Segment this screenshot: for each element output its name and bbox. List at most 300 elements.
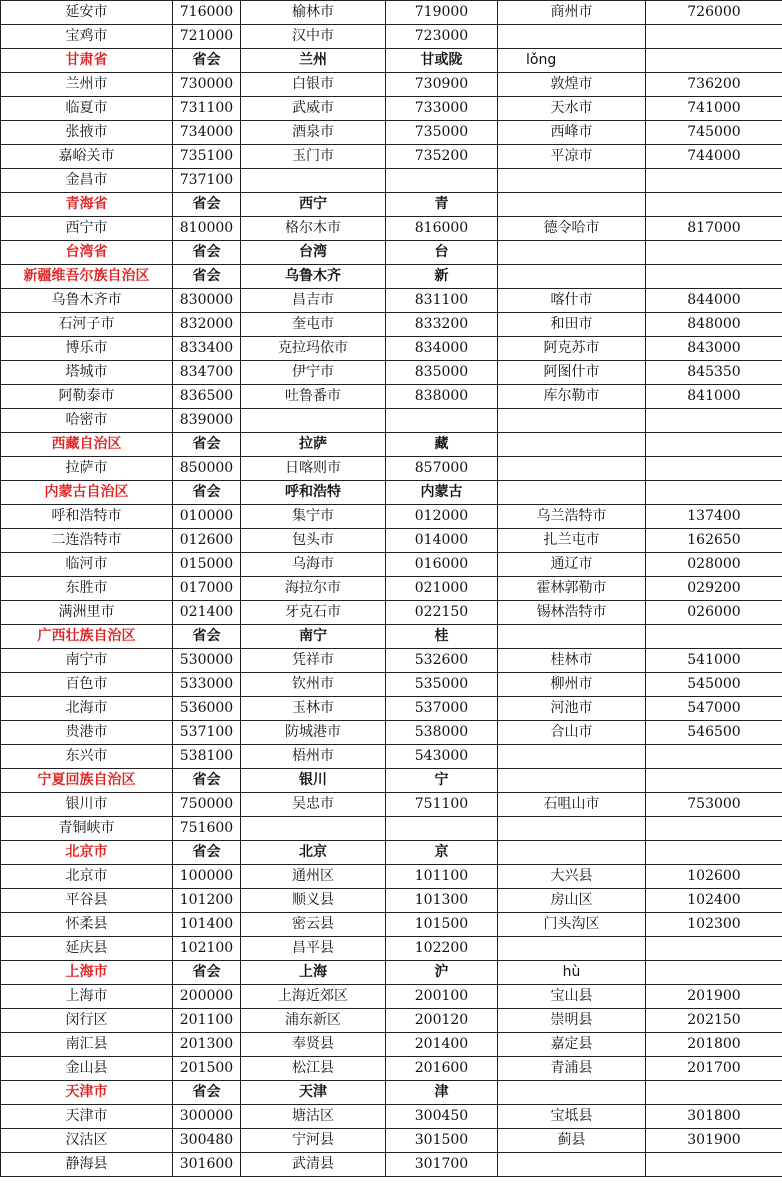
postal-code-cell: 547000 bbox=[646, 697, 782, 721]
table-row bbox=[1, 121, 782, 145]
table-row bbox=[1, 697, 782, 721]
postal-code-cell: 723000 bbox=[386, 25, 498, 49]
table-row bbox=[1, 73, 782, 97]
city-name-cell: 乌兰浩特市 bbox=[498, 505, 646, 529]
province-header-row bbox=[1, 841, 782, 865]
capital-label: 省会 bbox=[173, 961, 241, 985]
city-name-cell: 延庆县 bbox=[1, 937, 173, 961]
postal-code-cell: 834000 bbox=[386, 337, 498, 361]
postal-code-cell: 810000 bbox=[173, 217, 241, 241]
abbreviation-pinyin bbox=[498, 841, 646, 865]
postal-code-cell: 102400 bbox=[646, 889, 782, 913]
city-name-cell: 海拉尔市 bbox=[241, 577, 386, 601]
city-name-cell bbox=[498, 457, 646, 481]
postal-code-cell: 836500 bbox=[173, 385, 241, 409]
city-name-cell: 汉中市 bbox=[241, 25, 386, 49]
postal-code-cell: 844000 bbox=[646, 289, 782, 313]
table-row bbox=[1, 577, 782, 601]
table-row bbox=[1, 745, 782, 769]
abbreviation-pinyin: lǒng bbox=[498, 49, 646, 73]
table-row bbox=[1, 25, 782, 49]
city-name-cell: 柳州市 bbox=[498, 673, 646, 697]
city-name-cell bbox=[498, 817, 646, 841]
abbreviation-pinyin bbox=[498, 769, 646, 793]
postal-code-cell: 100000 bbox=[173, 865, 241, 889]
city-name-cell bbox=[241, 817, 386, 841]
province-abbreviation: 桂 bbox=[386, 625, 498, 649]
city-name-cell: 克拉玛依市 bbox=[241, 337, 386, 361]
postal-code-cell: 543000 bbox=[386, 745, 498, 769]
postal-code-cell: 300450 bbox=[386, 1105, 498, 1129]
city-name-cell: 吐鲁番市 bbox=[241, 385, 386, 409]
postal-code-cell: 102600 bbox=[646, 865, 782, 889]
city-name-cell bbox=[498, 1153, 646, 1177]
city-name-cell bbox=[241, 409, 386, 433]
province-abbreviation: 青 bbox=[386, 193, 498, 217]
table-row bbox=[1, 457, 782, 481]
table-row bbox=[1, 1105, 782, 1129]
empty-cell bbox=[646, 193, 782, 217]
city-name-cell: 阿勒泰市 bbox=[1, 385, 173, 409]
table-row bbox=[1, 1057, 782, 1081]
province-abbreviation: 宁 bbox=[386, 769, 498, 793]
city-name-cell: 临河市 bbox=[1, 553, 173, 577]
postal-code-cell: 101100 bbox=[386, 865, 498, 889]
province-name: 上海市 bbox=[1, 961, 173, 985]
table-row bbox=[1, 721, 782, 745]
province-name: 甘肃省 bbox=[1, 49, 173, 73]
city-name-cell: 玉林市 bbox=[241, 697, 386, 721]
abbreviation-pinyin bbox=[498, 481, 646, 505]
city-name-cell: 崇明县 bbox=[498, 1009, 646, 1033]
postal-code-cell: 200100 bbox=[386, 985, 498, 1009]
city-name-cell: 德令哈市 bbox=[498, 217, 646, 241]
postal-code-cell: 010000 bbox=[173, 505, 241, 529]
postal-code-cell: 200000 bbox=[173, 985, 241, 1009]
city-name-cell: 金昌市 bbox=[1, 169, 173, 193]
city-name-cell: 榆林市 bbox=[241, 1, 386, 25]
postal-code-cell bbox=[386, 409, 498, 433]
postal-code-cell: 021400 bbox=[173, 601, 241, 625]
city-name-cell: 南汇县 bbox=[1, 1033, 173, 1057]
province-abbreviation: 京 bbox=[386, 841, 498, 865]
empty-cell bbox=[646, 961, 782, 985]
city-name-cell: 吴忠市 bbox=[241, 793, 386, 817]
capital-label: 省会 bbox=[173, 481, 241, 505]
capital-name: 银川 bbox=[241, 769, 386, 793]
postal-code-cell: 201600 bbox=[386, 1057, 498, 1081]
city-name-cell: 二连浩特市 bbox=[1, 529, 173, 553]
postal-code-cell: 532600 bbox=[386, 649, 498, 673]
postal-code-cell: 162650 bbox=[646, 529, 782, 553]
city-name-cell: 扎兰屯市 bbox=[498, 529, 646, 553]
postal-code-cell bbox=[646, 937, 782, 961]
city-name-cell: 青铜峡市 bbox=[1, 817, 173, 841]
city-name-cell: 平凉市 bbox=[498, 145, 646, 169]
postal-code-cell: 546500 bbox=[646, 721, 782, 745]
city-name-cell: 临夏市 bbox=[1, 97, 173, 121]
city-name-cell: 宁河县 bbox=[241, 1129, 386, 1153]
postal-code-cell: 839000 bbox=[173, 409, 241, 433]
province-abbreviation: 藏 bbox=[386, 433, 498, 457]
postal-code-cell: 737100 bbox=[173, 169, 241, 193]
postal-code-cell: 832000 bbox=[173, 313, 241, 337]
postal-code-cell: 300000 bbox=[173, 1105, 241, 1129]
postal-code-cell: 014000 bbox=[386, 529, 498, 553]
postal-code-cell: 012000 bbox=[386, 505, 498, 529]
capital-label: 省会 bbox=[173, 265, 241, 289]
postal-code-cell: 741000 bbox=[646, 97, 782, 121]
table-row bbox=[1, 913, 782, 937]
city-name-cell: 宝坻县 bbox=[498, 1105, 646, 1129]
table-row bbox=[1, 409, 782, 433]
postal-code-cell bbox=[386, 817, 498, 841]
postal-code-cell bbox=[646, 457, 782, 481]
capital-name: 拉萨 bbox=[241, 433, 386, 457]
postal-code-cell: 102200 bbox=[386, 937, 498, 961]
postal-code-cell: 201500 bbox=[173, 1057, 241, 1081]
abbreviation-pinyin: hù bbox=[498, 961, 646, 985]
capital-label: 省会 bbox=[173, 1081, 241, 1105]
city-name-cell: 通州区 bbox=[241, 865, 386, 889]
table-row bbox=[1, 385, 782, 409]
province-name: 天津市 bbox=[1, 1081, 173, 1105]
capital-name: 南宁 bbox=[241, 625, 386, 649]
city-name-cell: 玉门市 bbox=[241, 145, 386, 169]
table-row bbox=[1, 649, 782, 673]
city-name-cell: 武威市 bbox=[241, 97, 386, 121]
empty-cell bbox=[646, 625, 782, 649]
postal-code-cell: 301900 bbox=[646, 1129, 782, 1153]
city-name-cell: 阿图什市 bbox=[498, 361, 646, 385]
postal-code-cell: 735000 bbox=[386, 121, 498, 145]
postal-code-cell: 026000 bbox=[646, 601, 782, 625]
city-name-cell: 霍林郭勒市 bbox=[498, 577, 646, 601]
capital-label: 省会 bbox=[173, 241, 241, 265]
city-name-cell: 防城港市 bbox=[241, 721, 386, 745]
province-abbreviation: 沪 bbox=[386, 961, 498, 985]
postal-code-cell: 102300 bbox=[646, 913, 782, 937]
city-name-cell: 合山市 bbox=[498, 721, 646, 745]
postal-code-cell: 201700 bbox=[646, 1057, 782, 1081]
city-name-cell: 西峰市 bbox=[498, 121, 646, 145]
city-name-cell: 奎屯市 bbox=[241, 313, 386, 337]
table-row bbox=[1, 97, 782, 121]
capital-name: 兰州 bbox=[241, 49, 386, 73]
city-name-cell: 上海市 bbox=[1, 985, 173, 1009]
city-name-cell: 喀什市 bbox=[498, 289, 646, 313]
capital-name: 台湾 bbox=[241, 241, 386, 265]
city-name-cell: 北京市 bbox=[1, 865, 173, 889]
postal-code-cell: 744000 bbox=[646, 145, 782, 169]
capital-name: 北京 bbox=[241, 841, 386, 865]
city-name-cell: 石咀山市 bbox=[498, 793, 646, 817]
abbreviation-pinyin bbox=[498, 433, 646, 457]
postal-code-cell: 857000 bbox=[386, 457, 498, 481]
capital-name: 呼和浩特 bbox=[241, 481, 386, 505]
province-header-row bbox=[1, 769, 782, 793]
city-name-cell: 呼和浩特市 bbox=[1, 505, 173, 529]
abbreviation-pinyin bbox=[498, 193, 646, 217]
city-name-cell: 天津市 bbox=[1, 1105, 173, 1129]
city-name-cell: 闵行区 bbox=[1, 1009, 173, 1033]
city-name-cell: 延安市 bbox=[1, 1, 173, 25]
empty-cell bbox=[646, 241, 782, 265]
postal-code-cell: 538000 bbox=[386, 721, 498, 745]
city-name-cell: 宝鸡市 bbox=[1, 25, 173, 49]
table-row bbox=[1, 145, 782, 169]
postal-code-cell bbox=[646, 169, 782, 193]
city-name-cell bbox=[498, 409, 646, 433]
city-name-cell: 张掖市 bbox=[1, 121, 173, 145]
table-body bbox=[1, 1, 782, 1177]
empty-cell bbox=[646, 481, 782, 505]
postal-code-cell: 301600 bbox=[173, 1153, 241, 1177]
postal-code-cell: 831100 bbox=[386, 289, 498, 313]
city-name-cell: 博乐市 bbox=[1, 337, 173, 361]
city-name-cell bbox=[498, 25, 646, 49]
postal-code-cell: 735200 bbox=[386, 145, 498, 169]
postal-code-cell: 016000 bbox=[386, 553, 498, 577]
city-name-cell: 哈密市 bbox=[1, 409, 173, 433]
empty-cell bbox=[646, 265, 782, 289]
postal-code-cell: 843000 bbox=[646, 337, 782, 361]
table-row bbox=[1, 985, 782, 1009]
table-row bbox=[1, 361, 782, 385]
postal-code-cell: 015000 bbox=[173, 553, 241, 577]
city-name-cell bbox=[498, 169, 646, 193]
province-name: 宁夏回族自治区 bbox=[1, 769, 173, 793]
city-name-cell: 通辽市 bbox=[498, 553, 646, 577]
capital-name: 天津 bbox=[241, 1081, 386, 1105]
table-row bbox=[1, 865, 782, 889]
province-name: 内蒙古自治区 bbox=[1, 481, 173, 505]
province-abbreviation: 新 bbox=[386, 265, 498, 289]
province-name: 新疆维吾尔族自治区 bbox=[1, 265, 173, 289]
city-name-cell: 梧州市 bbox=[241, 745, 386, 769]
postal-code-cell: 200120 bbox=[386, 1009, 498, 1033]
postal-code-cell: 301500 bbox=[386, 1129, 498, 1153]
postal-code-cell: 301800 bbox=[646, 1105, 782, 1129]
table-row bbox=[1, 817, 782, 841]
postal-code-cell: 202150 bbox=[646, 1009, 782, 1033]
city-name-cell: 昌平县 bbox=[241, 937, 386, 961]
postal-code-cell: 101300 bbox=[386, 889, 498, 913]
city-name-cell: 塘沽区 bbox=[241, 1105, 386, 1129]
postal-code-cell: 751600 bbox=[173, 817, 241, 841]
capital-label: 省会 bbox=[173, 769, 241, 793]
postal-code-cell bbox=[646, 817, 782, 841]
city-name-cell: 静海县 bbox=[1, 1153, 173, 1177]
postal-code-cell: 734000 bbox=[173, 121, 241, 145]
postal-code-cell: 753000 bbox=[646, 793, 782, 817]
postal-code-cell: 530000 bbox=[173, 649, 241, 673]
postal-code-cell: 301700 bbox=[386, 1153, 498, 1177]
postal-code-cell: 536000 bbox=[173, 697, 241, 721]
city-name-cell: 嘉定县 bbox=[498, 1033, 646, 1057]
capital-name: 上海 bbox=[241, 961, 386, 985]
postal-code-cell: 535000 bbox=[386, 673, 498, 697]
city-name-cell: 集宁市 bbox=[241, 505, 386, 529]
province-header-row bbox=[1, 49, 782, 73]
table-row bbox=[1, 1009, 782, 1033]
city-name-cell: 和田市 bbox=[498, 313, 646, 337]
postal-code-cell: 745000 bbox=[646, 121, 782, 145]
province-header-row bbox=[1, 241, 782, 265]
postal-code-cell: 730000 bbox=[173, 73, 241, 97]
city-name-cell: 库尔勒市 bbox=[498, 385, 646, 409]
postal-code-cell: 102100 bbox=[173, 937, 241, 961]
table-row bbox=[1, 793, 782, 817]
province-abbreviation: 津 bbox=[386, 1081, 498, 1105]
city-name-cell: 阿克苏市 bbox=[498, 337, 646, 361]
table-row bbox=[1, 1033, 782, 1057]
province-abbreviation: 甘或陇 bbox=[386, 49, 498, 73]
postal-code-cell: 735100 bbox=[173, 145, 241, 169]
postal-code-cell: 300480 bbox=[173, 1129, 241, 1153]
postal-code-cell: 719000 bbox=[386, 1, 498, 25]
city-name-cell: 白银市 bbox=[241, 73, 386, 97]
city-name-cell: 百色市 bbox=[1, 673, 173, 697]
abbreviation-pinyin bbox=[498, 265, 646, 289]
table-row bbox=[1, 337, 782, 361]
table-row bbox=[1, 169, 782, 193]
postal-code-cell: 736200 bbox=[646, 73, 782, 97]
postal-code-cell: 022150 bbox=[386, 601, 498, 625]
postal-code-cell: 731100 bbox=[173, 97, 241, 121]
city-name-cell: 天水市 bbox=[498, 97, 646, 121]
postal-code-cell: 533000 bbox=[173, 673, 241, 697]
empty-cell bbox=[646, 49, 782, 73]
capital-label: 省会 bbox=[173, 433, 241, 457]
table-row bbox=[1, 889, 782, 913]
city-name-cell: 锡林浩特市 bbox=[498, 601, 646, 625]
capital-name: 乌鲁木齐 bbox=[241, 265, 386, 289]
empty-cell bbox=[646, 433, 782, 457]
city-name-cell: 石河子市 bbox=[1, 313, 173, 337]
table-row bbox=[1, 505, 782, 529]
city-name-cell: 酒泉市 bbox=[241, 121, 386, 145]
empty-cell bbox=[646, 769, 782, 793]
postal-code-cell bbox=[646, 25, 782, 49]
capital-label: 省会 bbox=[173, 841, 241, 865]
city-name-cell: 房山区 bbox=[498, 889, 646, 913]
city-name-cell: 满洲里市 bbox=[1, 601, 173, 625]
table-row bbox=[1, 313, 782, 337]
city-name-cell: 门头沟区 bbox=[498, 913, 646, 937]
postal-code-cell: 817000 bbox=[646, 217, 782, 241]
abbreviation-pinyin bbox=[498, 625, 646, 649]
city-name-cell: 顺义县 bbox=[241, 889, 386, 913]
city-name-cell: 松江县 bbox=[241, 1057, 386, 1081]
capital-label: 省会 bbox=[173, 49, 241, 73]
province-header-row bbox=[1, 961, 782, 985]
postal-code-cell: 833400 bbox=[173, 337, 241, 361]
city-name-cell: 凭祥市 bbox=[241, 649, 386, 673]
postal-code-cell: 721000 bbox=[173, 25, 241, 49]
postal-code-cell: 012600 bbox=[173, 529, 241, 553]
postal-code-cell: 201300 bbox=[173, 1033, 241, 1057]
table-row bbox=[1, 529, 782, 553]
province-name: 青海省 bbox=[1, 193, 173, 217]
postal-code-cell: 726000 bbox=[646, 1, 782, 25]
city-name-cell: 金山县 bbox=[1, 1057, 173, 1081]
city-name-cell: 蓟县 bbox=[498, 1129, 646, 1153]
city-name-cell: 上海近郊区 bbox=[241, 985, 386, 1009]
city-name-cell: 东兴市 bbox=[1, 745, 173, 769]
postal-code-cell: 545000 bbox=[646, 673, 782, 697]
table-row bbox=[1, 1153, 782, 1177]
city-name-cell: 乌鲁木齐市 bbox=[1, 289, 173, 313]
city-name-cell: 塔城市 bbox=[1, 361, 173, 385]
empty-cell bbox=[646, 841, 782, 865]
abbreviation-pinyin bbox=[498, 241, 646, 265]
abbreviation-pinyin bbox=[498, 1081, 646, 1105]
city-name-cell: 格尔木市 bbox=[241, 217, 386, 241]
city-name-cell: 密云县 bbox=[241, 913, 386, 937]
table-row bbox=[1, 1129, 782, 1153]
province-name: 西藏自治区 bbox=[1, 433, 173, 457]
city-name-cell: 伊宁市 bbox=[241, 361, 386, 385]
city-name-cell bbox=[241, 169, 386, 193]
province-header-row bbox=[1, 1081, 782, 1105]
city-name-cell: 贵港市 bbox=[1, 721, 173, 745]
province-header-row bbox=[1, 433, 782, 457]
table-row bbox=[1, 1, 782, 25]
postal-code-cell bbox=[646, 1153, 782, 1177]
postal-code-cell: 028000 bbox=[646, 553, 782, 577]
city-name-cell bbox=[498, 745, 646, 769]
postal-code-cell: 841000 bbox=[646, 385, 782, 409]
table-row bbox=[1, 553, 782, 577]
table-row bbox=[1, 601, 782, 625]
postal-code-cell: 201900 bbox=[646, 985, 782, 1009]
postal-code-cell: 834700 bbox=[173, 361, 241, 385]
city-name-cell: 大兴县 bbox=[498, 865, 646, 889]
postal-code-cell: 838000 bbox=[386, 385, 498, 409]
postal-code-cell: 021000 bbox=[386, 577, 498, 601]
province-header-row bbox=[1, 481, 782, 505]
city-name-cell: 敦煌市 bbox=[498, 73, 646, 97]
city-name-cell: 浦东新区 bbox=[241, 1009, 386, 1033]
table-row bbox=[1, 937, 782, 961]
postal-code-cell: 845350 bbox=[646, 361, 782, 385]
postal-code-cell bbox=[646, 409, 782, 433]
city-name-cell: 平谷县 bbox=[1, 889, 173, 913]
postal-code-cell: 101500 bbox=[386, 913, 498, 937]
city-name-cell: 桂林市 bbox=[498, 649, 646, 673]
postal-code-cell: 538100 bbox=[173, 745, 241, 769]
postal-code-cell: 537000 bbox=[386, 697, 498, 721]
province-header-row bbox=[1, 265, 782, 289]
postal-code-cell: 017000 bbox=[173, 577, 241, 601]
city-name-cell: 汉沽区 bbox=[1, 1129, 173, 1153]
city-name-cell: 西宁市 bbox=[1, 217, 173, 241]
city-name-cell: 昌吉市 bbox=[241, 289, 386, 313]
postal-code-cell: 751100 bbox=[386, 793, 498, 817]
postal-code-cell: 541000 bbox=[646, 649, 782, 673]
city-name-cell: 包头市 bbox=[241, 529, 386, 553]
postal-code-cell: 537100 bbox=[173, 721, 241, 745]
postal-code-cell: 835000 bbox=[386, 361, 498, 385]
capital-label: 省会 bbox=[173, 193, 241, 217]
postal-code-cell: 716000 bbox=[173, 1, 241, 25]
postal-code-cell: 848000 bbox=[646, 313, 782, 337]
postal-code-cell: 830000 bbox=[173, 289, 241, 313]
city-name-cell: 乌海市 bbox=[241, 553, 386, 577]
capital-name: 西宁 bbox=[241, 193, 386, 217]
postal-code-cell: 750000 bbox=[173, 793, 241, 817]
